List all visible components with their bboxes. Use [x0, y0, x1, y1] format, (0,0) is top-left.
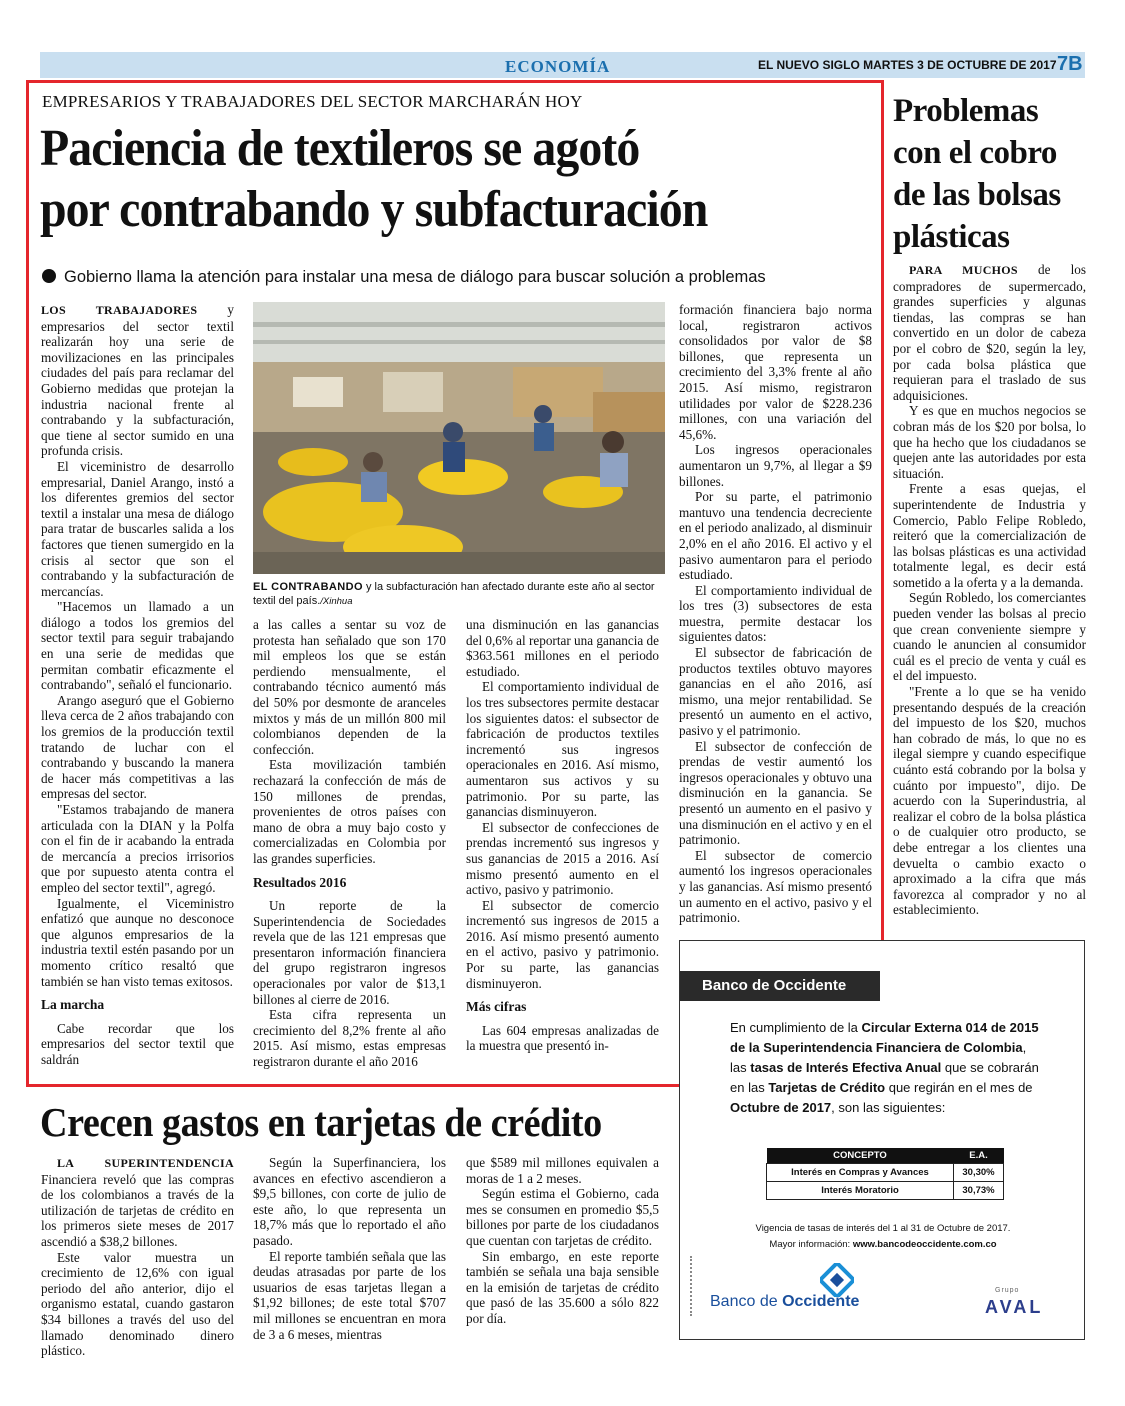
bank-logo-icon [820, 1263, 854, 1297]
paragraph: El viceministro de desarrollo empresarial, Daniel Arango, instó a los diferentes gremios del sector textil a instalar una mesa de diálogo para tratar de buscarles salida a los factores que tienen sumergido en la crisis al sector que son el contrabando y la subfacturación de mercancías. [41, 458, 234, 599]
bullet-icon [42, 269, 56, 283]
paragraph [893, 262, 1086, 403]
paragraph-text: Financiera reveló que las compras de los colombianos a través de la utilización de tarjetas de crédito en los primeros siete meses de 2017 ascendió a $38,2 billones. [41, 1171, 234, 1249]
subhead-marcha: La marcha [41, 997, 105, 1013]
paragraph: "Frente a lo que se ha venido presentando después de la creación del impuesto de los $20, muchos han cobrado de más, lo que no es ilegal siempre y cuando especifique cuánto está cobrando por la bolsa y cuánto por impuesto", dijo. De acuerdo con la Superindustria, al realizar el cobro de la bolsa plástica o de cualquier otro producto, se debe entregar a los clientes una devuelta o cambio exacto o aproximado a la cifra que más favorezca al comprador y no al establecimiento. [893, 684, 1086, 918]
paragraph: a las calles a sentar su voz de protesta han señalado que son 170 mil empleos los que se están perdiendo mensualmente, el contrabando técnico aumentó más del 50% por desmonte de aranceles mixtos y más de un millón 800 mil colombianos dependen de la confección. [253, 617, 446, 757]
ad-text-part: Octubre de 2017 [730, 1100, 832, 1115]
bank-logo-part: Banco de [710, 1293, 783, 1310]
section-name: ECONOMÍA [505, 57, 611, 76]
paragraph: El subsector de comercio incrementó sus ingresos de 2015 a 2016. Así mismo presentó aumento en el activo, pasivo y patrimonio. Por su parte, las ganancias disminuyeron. [466, 897, 659, 991]
bank-advertisement [679, 940, 1085, 1340]
main-column-4 [679, 302, 872, 926]
rate-label: Interés Moratorio [767, 1182, 954, 1200]
table-row [767, 1182, 1004, 1200]
ad-text-part: que se cobrarán en las [730, 1060, 1039, 1095]
paragraph: El reporte también señala que las deudas atrasadas por parte de los usuarios de esas tarjetas llegan a $1,92 billones; de este total $707 mil millones se encuentran en mora de 3 a 6 meses, mientras [253, 1248, 446, 1342]
paragraph: una disminución en las ganancias del 0,6% al reportar una ganancia de $363.561 millones en el periodo estudiado. [466, 617, 659, 679]
rates-header-concept: CONCEPTO [767, 1148, 954, 1164]
kicker: EMPRESARIOS Y TRABAJADORES DEL SECTOR MARCHARÁN HOY [42, 92, 583, 111]
rates-header-row [767, 1148, 1004, 1164]
subhead-resultados: Resultados 2016 [253, 874, 347, 890]
ad-text-part: , son las siguientes: [831, 1100, 946, 1115]
subhead-mas-cifras: Más cifras [466, 999, 527, 1015]
ad-text-part: tasas de Interés Efectiva Anual [750, 1060, 942, 1075]
caption-credit: /Xinhua [320, 596, 353, 607]
paragraph: El subsector de confecciones de prendas incrementó sus ingresos y sus ganancias de 2015 a 2016. Así mismo presentó aumento en el activo, pasivo y patrimonio. [466, 819, 659, 898]
rates-header-ea: E.A. [954, 1148, 1004, 1164]
ad-text-part: que regirán en el mes de [885, 1080, 1033, 1095]
caption-caps: EL CONTRABANDO [253, 581, 363, 593]
rate-label: Interés en Compras y Avances [767, 1164, 954, 1182]
credit-headline: Crecen gastos en tarjetas de crédito [40, 1099, 602, 1145]
page-number: 7B [1057, 53, 1083, 75]
credit-column-1 [41, 1155, 234, 1359]
factory-photo [253, 302, 665, 574]
main-headline-line2: por contrabando y subfacturación [40, 181, 708, 238]
subheadline-text: Gobierno llama la atención para instalar una mesa de diálogo para buscar solución a problemas [64, 268, 766, 286]
main-headline [40, 118, 813, 240]
ad-more-info-label: Mayor información: [769, 1239, 853, 1250]
ad-validity: Vigencia de tasas de interés del 1 al 31 de Octubre de 2017. [755, 1223, 1011, 1234]
ad-bank-bar: Banco de Occidente [680, 971, 880, 1001]
paragraph: El comportamiento individual de los tres subsectores permite destacar los siguientes datos: el subsector de fabricación de productos textiles incrementó sus ingresos operacionales en 2016. Así mismo, aumentaron sus activos y su patrimonio. Por su parte, las ganancias disminuyeron. [466, 679, 659, 820]
main-column-2 [253, 617, 446, 1070]
paragraph: "Hacemos un llamado a un diálogo a todos los gremios del sector textil para seguir trabajando en una serie de medidas que permitan combatir eficazmente el contrabando", señaló el funcionario. [41, 599, 234, 693]
paragraph: El subsector de comercio aumentó los ingresos operacionales y las ganancias. Así mismo presentó un aumento en el activo, pasivo y el patrimonio. [679, 847, 872, 926]
bank-logo-text [710, 1293, 859, 1311]
ad-website-link[interactable]: www.bancodeoccidente.com.co [852, 1239, 997, 1250]
paragraph [41, 1155, 234, 1250]
ad-text-part: En cumplimiento de la [730, 1020, 862, 1035]
ad-more-info [680, 1237, 1086, 1253]
bank-logo-part: Occidente [782, 1293, 860, 1310]
paragraph: Según Robledo, los comerciantes pueden vender las bolsas al precio que crean conveniente siempre y cuando le anuncien al consumidor cuál es el precio de venta y cuál es el del impuesto. [893, 590, 1086, 684]
rate-value: 30,30% [954, 1164, 1004, 1182]
paragraph-text: y empresarios del sector textil realizarán hoy una serie de movilizaciones en las principales ciudades del país para reclamar del Gobierno medidas que protejan la industria nacional frente al contrabando y la subfacturación, que tiene al sector sumido en una profunda crisis. [41, 302, 234, 459]
ad-body-text [730, 1018, 1040, 1118]
caption-text: y la subfacturación han afectado durante este año al sector textil del país. [253, 581, 655, 607]
photo-caption [253, 580, 665, 609]
credit-column-2 [253, 1155, 446, 1342]
paragraph [41, 302, 234, 459]
ad-note [680, 1221, 1086, 1253]
paragraph: Las 604 empresas analizadas de la muestra que presentó in- [466, 1022, 659, 1054]
rates-table [766, 1148, 1004, 1200]
paragraph: Según la Superfinanciera, los avances en efectivo ascendieron a $9,5 billones, con corte de julio de este año, lo que representa un 18,7% más que lo reportado el año pasado. [253, 1155, 446, 1248]
paragraph: Cabe recordar que los empresarios del sector textil que saldrán [41, 1020, 234, 1067]
aval-text: AVAL [985, 1297, 1044, 1317]
ad-text-part: , las [730, 1040, 1027, 1075]
factory-photo-image [253, 302, 665, 574]
ad-text-part: Tarjetas de Crédito [768, 1080, 886, 1095]
paragraph: Un reporte de la Superintendencia de Sociedades revela que de las 121 empresas que presentaron información financiera del grupo registraron ingresos operacionales por valor de $13,1 billones al cierre de 2016. [253, 898, 446, 1007]
table-row [767, 1164, 1004, 1182]
paragraph: "Estamos trabajando de manera articulada con la DIAN y la Polfa con el fin de ir acabando la entrada de mercancía a precios irrisorios que por supuesto atenta contra el empleo del sector textil", agregó. [41, 802, 234, 895]
paragraph: formación financiera bajo norma local, registraron activos consolidados por valor de $8 billones, que representa un crecimiento del 3,3% frente al año 2015. Así mismo, registraron utilidades por valor de $228.236 millones, con una variación del 45,6%. [679, 302, 872, 442]
lead-caps: LA SUPERINTENDENCIA [57, 1156, 234, 1170]
paragraph: El subsector de fabricación de productos textiles obtuvo mayores ganancias en el año 2016, así mismo, una mejor rentabilidad. Se presentó un aumento en el activo, pasivo y el patrimonio. [679, 645, 872, 739]
paragraph: El comportamiento individual de los tres (3) subsectores de esta muestra, permite destacar los siguientes datos: [679, 582, 872, 645]
paragraph: El subsector de confección de prendas de vestir aumentó los ingresos operacionales y obtuvo una disminución en la ganancia. Se presentó un aumento en el pasivo y una disminución en el activo y en el patrimonio. [679, 738, 872, 848]
lead-caps: PARA MUCHOS [909, 263, 1018, 277]
paragraph-text: de los compradores de supermercado, grandes superficies y algunas tiendas, las compras se han convertido en un dolor de cabeza por el cobro de $20, según la ley, por cada bolsa plástica que requieran para el traslado de sus adquisiciones. [893, 262, 1086, 403]
main-headline-line1: Paciencia de textileros se agotó [40, 120, 640, 177]
side-column [893, 262, 1086, 918]
paragraph: Este valor muestra un crecimiento de 12,6% con igual periodo del año anterior, dijo el organismo estatal, cuando gastaron $34 billones a través del uso del llamado denominado dinero plástico. [41, 1249, 234, 1359]
edition-date: EL NUEVO SIGLO MARTES 3 DE OCTUBRE DE 2017 [758, 58, 1057, 72]
paragraph: Los ingresos operacionales aumentaron un 9,7%, al llegar a $9 billones. [679, 442, 872, 489]
aval-logo [985, 1287, 1044, 1318]
paragraph: Y es que en muchos negocios se cobran más de los $20 por bolsa, lo que ha hecho que los ciudadanos se quejen ante las autoridades por esta situación. [893, 403, 1086, 481]
paragraph: Esta movilización también rechazará la confección de más de 150 millones de prendas, provenientes de otros países con mano de obra a muy bajo costo y comercializadas en Colombia por las grandes superficies. [253, 757, 446, 866]
side-headline: Problemas con el cobro de las bolsas plásticas [893, 93, 1061, 255]
main-column-1 [41, 302, 234, 1068]
paragraph: Esta cifra representa un crecimiento del 8,2% frente al año 2015. Así mismo, estas empresas registraron durante el año 2016 [253, 1007, 446, 1070]
credit-column-3 [466, 1155, 659, 1327]
main-column-3 [466, 617, 659, 1054]
paragraph: Por su parte, el patrimonio mantuvo una tendencia decreciente en el periodo analizado, al disminuir 2,0% en el año 2016. El activo y el pasivo aumentaron para el periodo estudiado. [679, 489, 872, 583]
paragraph: Sin embargo, en este reporte también se señala una baja sensible en la emisión de tarjetas de crédito que pasó de las 35.600 a sólo 822 por día. [466, 1248, 659, 1326]
subheadline [42, 268, 766, 287]
paragraph: Igualmente, el Viceministro enfatizó que aunque no desconoce que algunos empresarios de la industria textil estén pasando por un momento crítico resaltó que también se han visto temas exitosos. [41, 895, 234, 989]
paragraph: Según estima el Gobierno, cada mes se consumen en promedio $5,5 billones por parte de los ciudadanos que cuentan con tarjetas de crédito. [466, 1186, 659, 1248]
grupo-label: Grupo [995, 1287, 1020, 1294]
rate-value: 30,73% [954, 1182, 1004, 1200]
lead-caps: LOS TRABAJADORES [41, 303, 198, 317]
paragraph: Frente a esas quejas, el superintendente de Industria y Comercio, Pablo Felipe Robledo, reiteró que la comercialización de las bolsas plásticas es una actividad totalmente legal, es decir está sometido a la oferta y a la demanda. [893, 481, 1086, 590]
paragraph: que $589 mil millones equivalen a moras de 1 a 2 meses. [466, 1155, 659, 1186]
paragraph: Arango aseguró que el Gobierno lleva cerca de 2 años trabajando con los gremios de la producción textil tratando de luchar con el contrabando y buscando la manera de hacer más competitivas a las empresas del sector. [41, 692, 234, 802]
ad-fine-print-mark [690, 1256, 696, 1316]
ad-text-part: Circular Externa 014 de 2015 de la Superintendencia Financiera de Colombia [730, 1020, 1039, 1055]
